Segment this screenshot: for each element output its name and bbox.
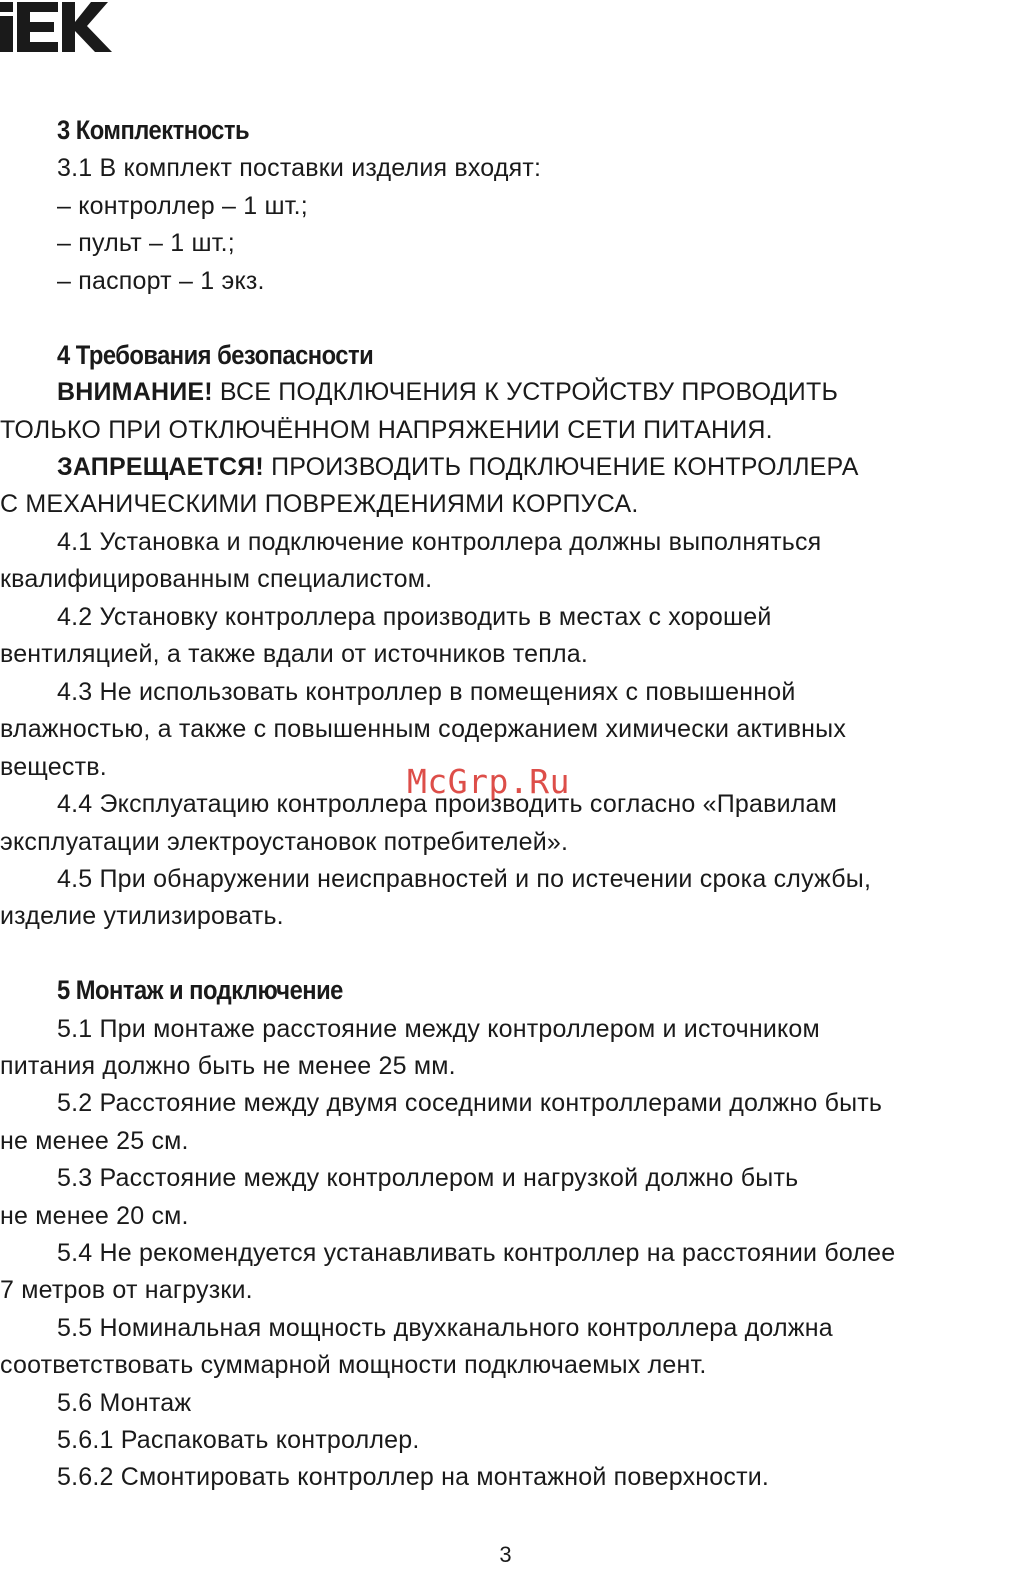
section-3-line: – пульт – 1 шт.; [57, 229, 235, 257]
item-4-4-cont: эксплуатации электроустановок потребителей». [0, 828, 569, 856]
item-5-1-cont: питания должно быть не менее 25 мм. [0, 1052, 456, 1080]
item-5-6-1: 5.6.1 Распаковать контроллер. [57, 1426, 420, 1454]
item-4-2-cont: вентиляцией, а также вдали от источников тепла. [0, 640, 589, 668]
item-4-3-cont: влажностью, а также с повышенным содержанием химически активных [0, 715, 847, 743]
section-3-line: – контроллер – 1 шт.; [57, 192, 308, 220]
item-5-3-cont: не менее 20 см. [0, 1202, 189, 1230]
warning-1-line [57, 374, 838, 411]
item-4-5: 4.5 При обнаружении неисправностей и по истечении срока службы, [57, 865, 872, 893]
item-5-2: 5.2 Расстояние между двумя соседними контроллерами должно быть [57, 1089, 883, 1117]
item-5-4-cont: 7 метров от нагрузки. [0, 1276, 253, 1304]
section-3-line: – паспорт – 1 экз. [57, 267, 265, 295]
item-5-1: 5.1 При монтаже расстояние между контроллером и источником [57, 1015, 820, 1043]
iek-logo [0, 2, 114, 54]
warning-1-label: ВНИМАНИЕ! [57, 378, 213, 406]
item-4-1-cont: квалифицированным специалистом. [0, 565, 433, 593]
section-3-heading: 3 Комплектность [57, 115, 250, 145]
warning-2-label: ЗАПРЕЩАЕТСЯ! [57, 453, 264, 481]
item-5-6-2: 5.6.2 Смонтировать контроллер на монтажной поверхности. [57, 1463, 770, 1491]
warning-2-cont: С МЕХАНИЧЕСКИМИ ПОВРЕЖДЕНИЯМИ КОРПУСА. [0, 490, 639, 518]
page-number: 3 [499, 1542, 512, 1567]
warning-1-text: ВСЕ ПОДКЛЮЧЕНИЯ К УСТРОЙСТВУ ПРОВОДИТЬ [212, 378, 839, 406]
item-4-3: 4.3 Не использовать контроллер в помещениях с повышенной [57, 678, 796, 706]
item-4-1: 4.1 Установка и подключение контроллера должны выполняться [57, 528, 822, 556]
item-5-3: 5.3 Расстояние между контроллером и нагрузкой должно быть [57, 1164, 799, 1192]
item-5-4: 5.4 Не рекомендуется устанавливать контроллер на расстоянии более [57, 1239, 896, 1267]
section-4-heading: 4 Требования безопасности [57, 340, 374, 370]
warning-1-cont: ТОЛЬКО ПРИ ОТКЛЮЧЁННОМ НАПРЯЖЕНИИ СЕТИ ПИТАНИЯ. [0, 416, 773, 444]
item-4-4: 4.4 Эксплуатацию контроллера производить согласно «Правилам [57, 790, 838, 818]
item-5-6: 5.6 Монтаж [57, 1389, 192, 1417]
item-4-5-cont: изделие утилизировать. [0, 902, 284, 930]
item-5-5: 5.5 Номинальная мощность двухканального контроллера должна [57, 1314, 833, 1342]
item-4-2: 4.2 Установку контроллера производить в местах с хорошей [57, 603, 772, 631]
item-5-2-cont: не менее 25 см. [0, 1127, 189, 1155]
watermark: McGrp.Ru [407, 762, 570, 801]
section-3-line: 3.1 В комплект поставки изделия входят: [57, 154, 542, 182]
section-5-heading: 5 Монтаж и подключение [57, 975, 343, 1005]
warning-2-line [57, 449, 859, 486]
warning-2-text: ПРОИЗВОДИТЬ ПОДКЛЮЧЕНИЕ КОНТРОЛЛЕРА [263, 453, 859, 481]
item-5-5-cont: соответствовать суммарной мощности подключаемых лент. [0, 1351, 707, 1379]
item-4-3-cont: веществ. [0, 753, 107, 781]
